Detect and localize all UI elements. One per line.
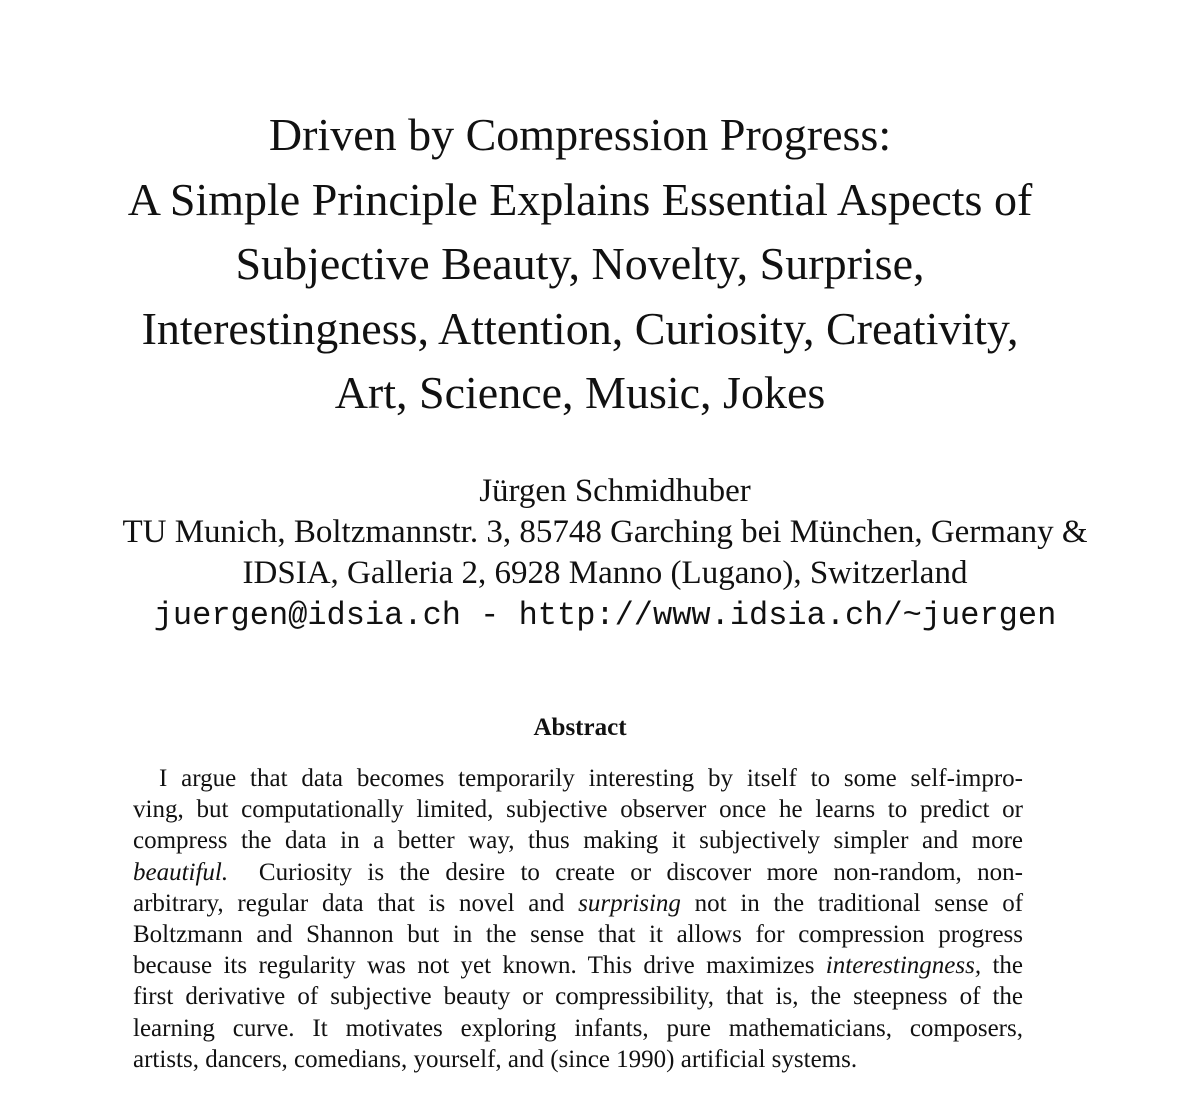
title-line: Interestingness, Attention, Curiosity, Creativity, [141,302,1019,354]
abstract-segment: because its regularity was not yet known. This drive maximizes [133,952,815,980]
abstract-line [133,888,1023,919]
abstract-line: first derivative of subjective beauty or compressibility, that is, the steepness of the [133,983,1023,1011]
emphasis-interestingness: interestingness, [825,952,982,980]
affiliation-line: TU Munich, Boltzmannstr. 3, 85748 Garching bei München, Germany & [122,514,1088,550]
affiliation-line: IDSIA, Galleria 2, 6928 Manno (Lugano), Switzerland [242,555,968,591]
abstract-segment: arbitrary, regular data that is novel and [133,889,565,917]
abstract-body [133,763,1023,1075]
paper-title [0,103,1160,426]
title-line: Subjective Beauty, Novelty, Surprise, [235,238,925,289]
title-line: A Simple Principle Explains Essential Aspects of [127,173,1033,225]
title-line: Driven by Compression Progress: [268,109,892,160]
abstract-line: Boltzmann and Shannon but in the sense that it allows for compression progress [133,921,1023,949]
abstract-line: ving, but computationally limited, subjective observer once he learns to predict or [133,796,1023,824]
abstract-line: compress the data in a better way, thus making it subjectively simpler and more [133,827,1023,855]
emphasis-beautiful: beautiful. [133,858,229,886]
contact-line: juergen@idsia.ch - http://www.idsia.ch/~juergen [153,597,1057,634]
title-line: Art, Science, Music, Jokes [334,367,826,418]
abstract-line: I argue that data becomes temporarily interesting by itself to some self-impro- [159,765,1023,792]
emphasis-surprising: surprising [578,889,681,917]
abstract-segment: Curiosity is the desire to create or discover more non-random, non- [258,858,1024,886]
abstract-heading: Abstract [533,714,627,741]
abstract-line [133,857,1023,888]
abstract-line [133,950,1023,981]
abstract-line: learning curve. It motivates exploring infants, pure mathematicians, composers, [133,1014,1023,1042]
abstract-segment: not in the traditional sense of [694,889,1024,917]
abstract-segment: the [992,952,1024,980]
author-name: Jürgen Schmidhuber [479,473,751,509]
author-block [0,470,1200,636]
abstract-line: artists, dancers, comedians, yourself, and (since 1990) artificial systems. [133,1045,858,1073]
